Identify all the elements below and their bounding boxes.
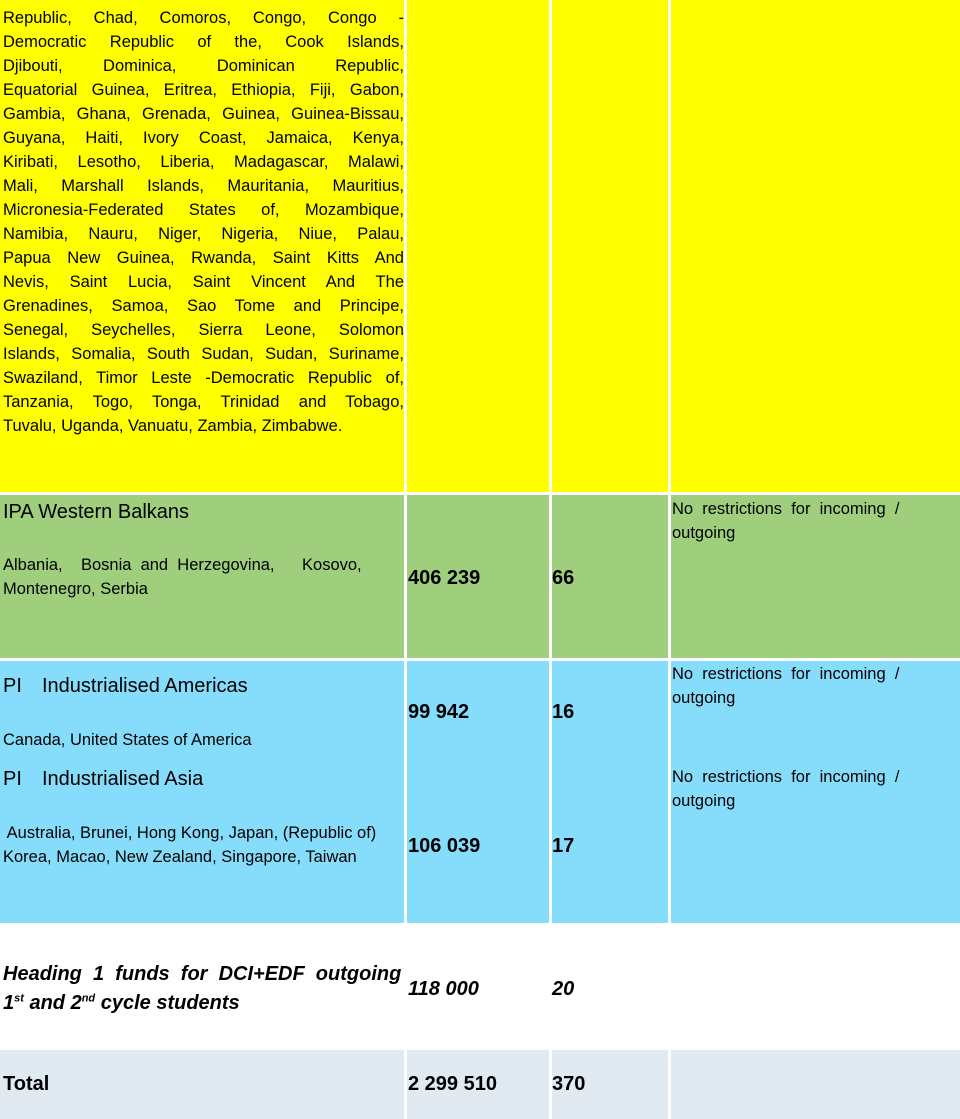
pi-restriction-cell [671,661,960,923]
heading1-count: 20 [552,978,575,1000]
total-restriction-cell [671,1050,960,1119]
ipa-amount-cell [407,495,549,658]
country-list-line: Micronesia-Federated States of, Mozambique, [3,201,404,219]
pi-asia-count: 17 [552,835,575,857]
ipa-countries-line2: Montenegro, Serbia [3,580,148,598]
country-list-line: Guyana, Haiti, Ivory Coast, Jamaica, Kenya, [3,129,404,147]
country-list-line: Gambia, Ghana, Grenada, Guinea, Guinea-Bissau, [3,105,404,123]
heading1-amount: 118 000 [408,978,479,1000]
country-list-line: Tuvalu, Uganda, Vanuatu, Zambia, Zimbabwe. [3,417,343,435]
yellow-section-countries-cell [0,0,404,492]
yellow-section-restriction-cell [671,0,960,492]
ipa-title: IPA Western Balkans [3,501,190,523]
country-list-line: Democratic Republic of the, Cook Islands, [3,33,404,51]
country-list-line: Grenadines, Samoa, Sao Tome and Principe, [3,297,404,315]
country-list-line: Senegal, Seychelles, Sierra Leone, Solomon [3,321,404,339]
country-list-line: Mali, Marshall Islands, Mauritania, Mauritius, [3,177,404,195]
pi-asia-title: Industrialised Asia [42,768,204,790]
pi-americas-countries: Canada, United States of America [3,731,252,749]
pi-countries-cell [0,661,404,923]
country-list-line: Islands, Somalia, South Sudan, Sudan, Suriname, [3,345,404,363]
heading1-label-cell [0,952,404,1022]
pi-asia-countries-line2: Korea, Macao, New Zealand, Singapore, Taiwan [3,848,357,866]
country-list-line: Equatorial Guinea, Eritrea, Ethiopia, Fiji, Gabon, [3,81,404,99]
pi-asia-amount: 106 039 [408,835,481,857]
ipa-count-cell [552,495,668,658]
total-count: 370 [552,1073,586,1095]
country-list-line: Tanzania, Togo, Tonga, Trinidad and Tobago, [3,393,404,411]
total-amount-cell [407,1050,549,1119]
ipa-countries-line1: Albania, Bosnia and Herzegovina, Kosovo, [3,556,362,574]
total-label: Total [3,1073,50,1095]
ipa-countries-cell [0,495,404,658]
pi-americas-count: 16 [552,701,575,723]
developing-countries-list [3,6,404,438]
pi-americas-restriction-line1: No restrictions for incoming / [672,665,900,683]
country-list-line: Republic, Chad, Comoros, Congo, Congo - [3,9,404,27]
heading1-count-cell [552,952,668,1022]
ipa-restriction-line1: No restrictions for incoming / [672,500,900,518]
pi-count-cell [552,661,668,923]
heading1-line1: Heading 1 funds for DCI+EDF outgoing [3,963,402,985]
country-list-line: Namibia, Nauru, Niger, Nigeria, Niue, Palau, [3,225,404,243]
pi-asia-restriction-line2: outgoing [672,792,736,810]
total-label-cell [0,1050,404,1119]
pi-amount-cell [407,661,549,923]
pi-americas-prefix: PI [3,675,22,697]
country-list-line: Kiribati, Lesotho, Liberia, Madagascar, Malawi, [3,153,404,171]
country-list-line: Papua New Guinea, Rwanda, Saint Kitts And [3,249,404,267]
pi-asia-countries-line1: Australia, Brunei, Hong Kong, Japan, (Republic of) [3,824,377,842]
country-list-line: Djibouti, Dominica, Dominican Republic, [3,57,404,75]
heading1-amount-cell [407,952,549,1022]
country-list-line: Swaziland, Timor Leste -Democratic Republic of, [3,369,404,387]
yellow-section-amount-cell [407,0,549,492]
ipa-count: 66 [552,567,575,589]
country-list-line: Nevis, Saint Lucia, Saint Vincent And The [3,273,404,291]
yellow-section-count-cell [552,0,668,492]
pi-asia-prefix: PI [3,768,22,790]
ipa-restriction-line2: outgoing [672,524,736,542]
pi-americas-restriction-line2: outgoing [672,689,736,707]
pi-americas-amount: 99 942 [408,701,470,723]
pi-asia-restriction-line1: No restrictions for incoming / [672,768,900,786]
heading1-line2: 1st and 2nd cycle students [3,992,240,1014]
total-amount: 2 299 510 [408,1073,497,1095]
ipa-amount: 406 239 [408,567,481,589]
pi-americas-title: Industrialised Americas [42,675,248,697]
total-count-cell [552,1050,668,1119]
ipa-restriction-cell [671,495,960,658]
